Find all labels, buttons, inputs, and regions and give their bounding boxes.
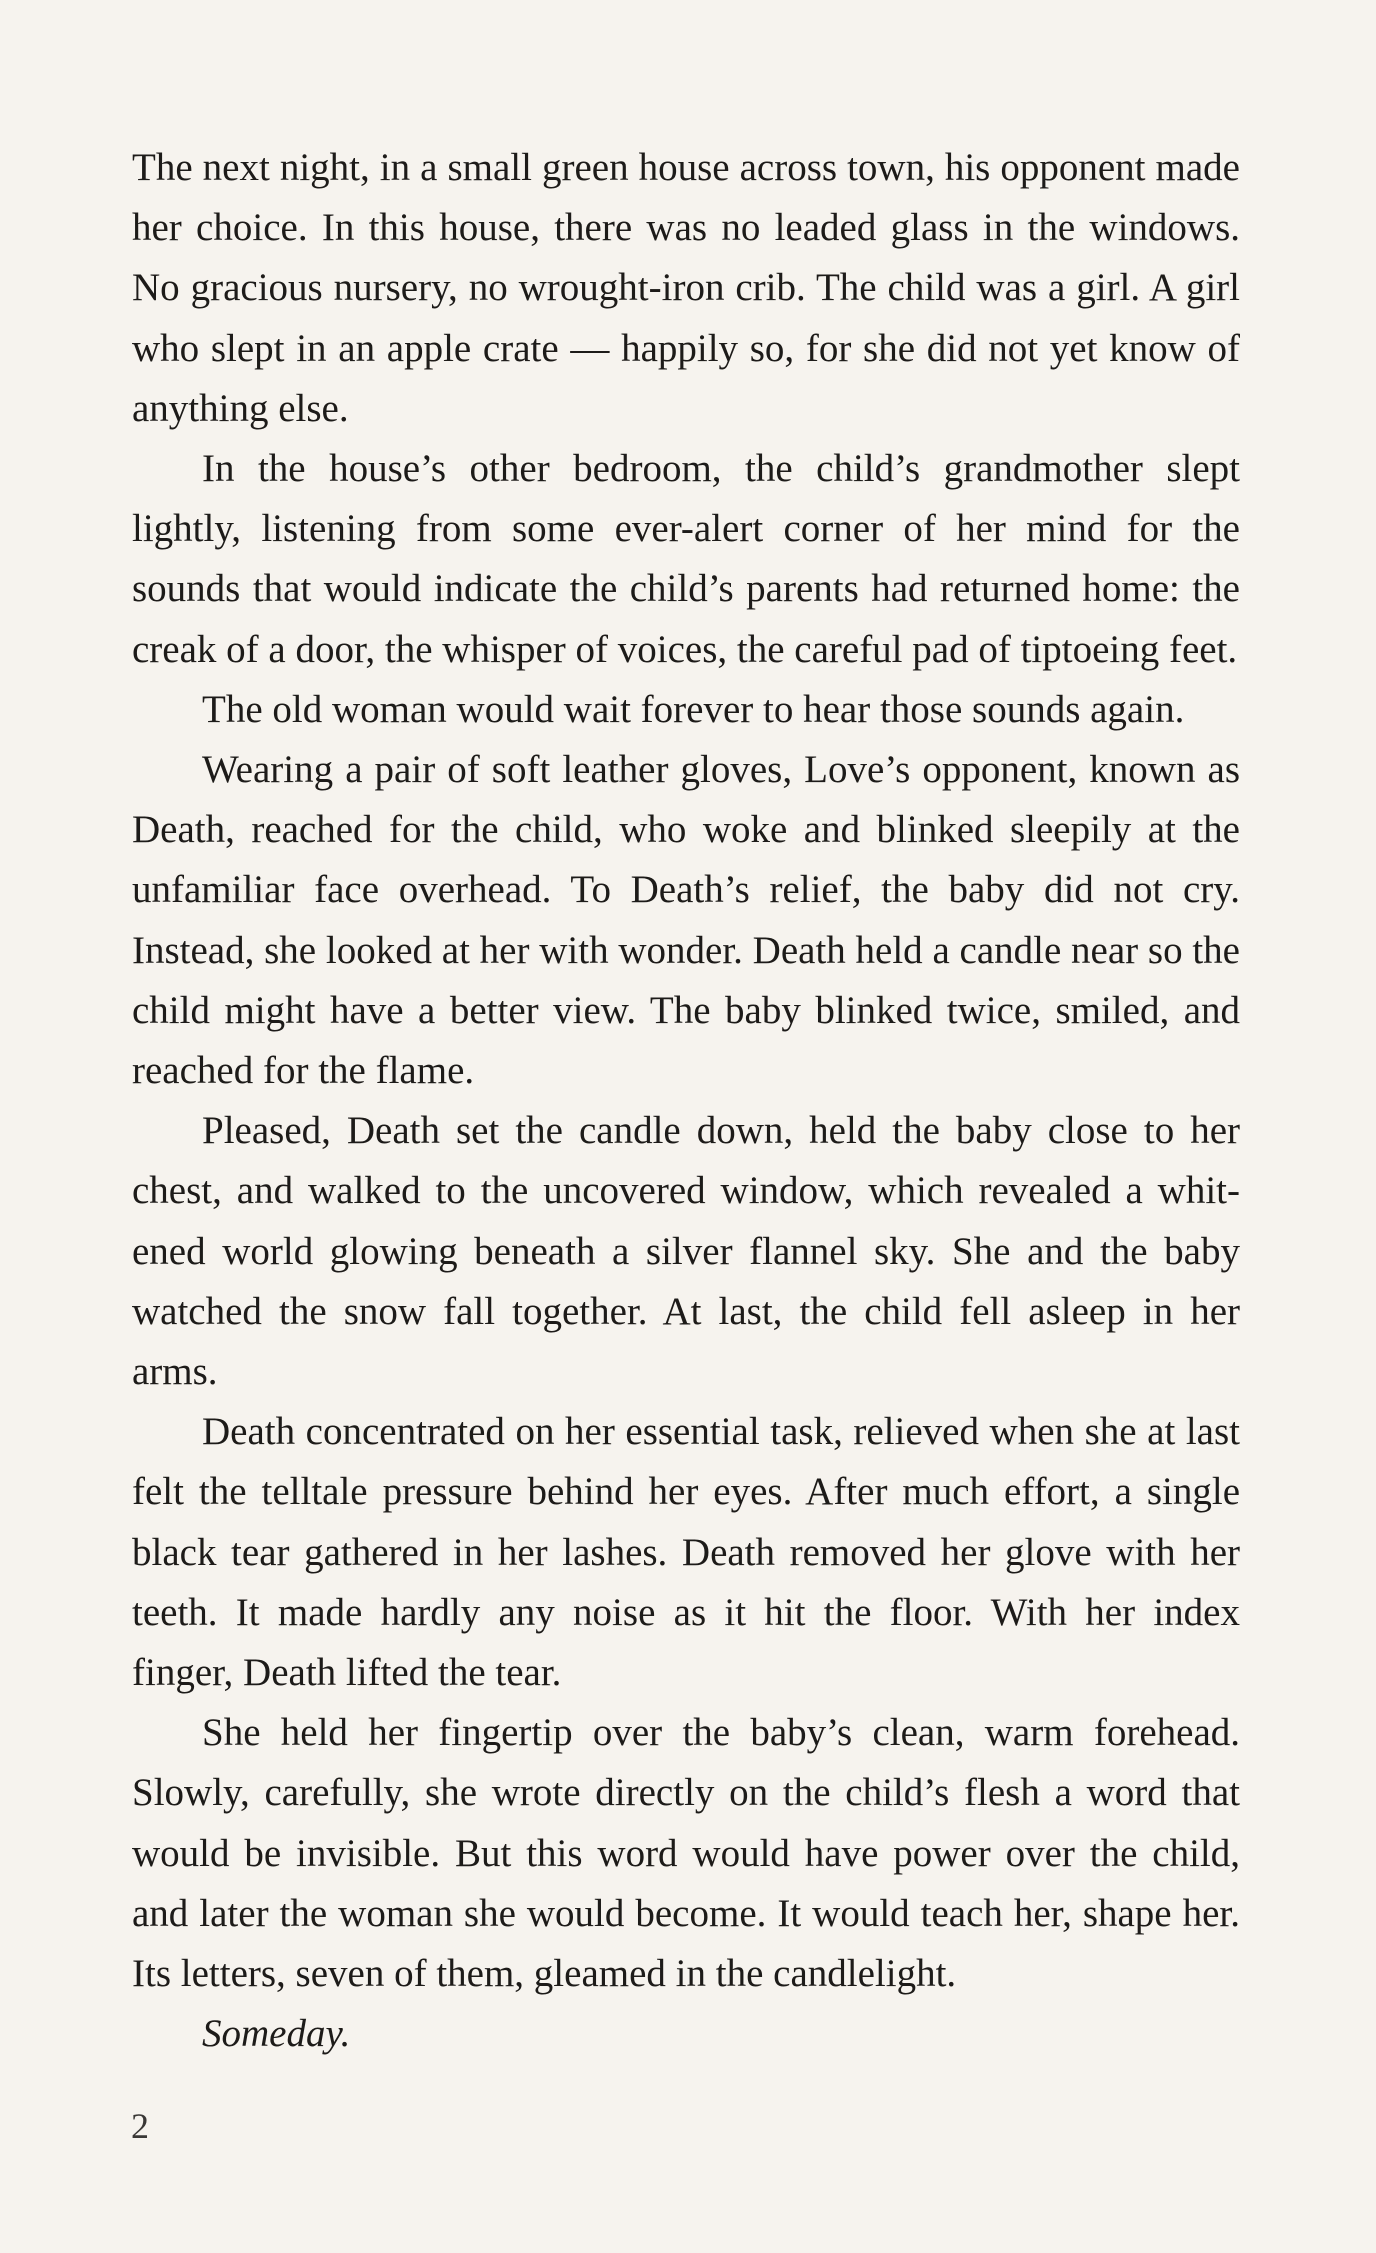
paragraph: Pleased, Death set the candle down, held the baby close to her chest, and walked to the uncovered window, which revealed a whitened world glowing beneath a silver flannel sky. She and the baby watched the snow fall together. At last, the child fell asleep in her arms. [132,1109,1240,1394]
paragraph: Death concentrated on her essential task, relieved when she at last felt the telltale pressure behind her eyes. After much effort, a single black tear gathered in her lashes. Death removed her glove with her teeth. It made hardly any noise as it hit the floor. With her index finger, Death lifted the tear. [132,1410,1240,1695]
closing-word: Someday. [202,2012,351,2056]
page-number: 2 [131,2106,149,2146]
paragraph: Wearing a pair of soft leather gloves, Love’s opponent, known as Death, reached for the child, who woke and blinked sleepily at the unfamiliar face overhead. To Death’s relief, the baby did not cry. Instead, she looked at her with wonder. Death held a candle near so the child might have a better view. The baby blinked twice, smiled, and reached for the flame. [132,748,1240,1093]
paragraph: She held her fingertip over the baby’s clean, warm forehead. Slowly, carefully, she wrote directly on the child’s flesh a word that would be invisible. But this word would have power over the child, and later the woman she would become. It would teach her, shape her. Its letters, seven of them, gleamed in the candlelight. [132,1711,1240,1996]
paragraph: The old woman would wait forever to hear those sounds again. [202,687,1185,731]
body-text [132,138,1240,2065]
paragraph: In the house’s other bedroom, the child’s grandmother slept lightly, listening from some ever-alert corner of her mind for the sounds that would indicate the child’s parents had returned home: the creak of a door, the whisper of voices, the careful pad of tiptoeing feet. [132,447,1240,671]
paragraph: The next night, in a small green house across town, his opponent made her choice. In this house, there was no leaded glass in the windows. No gracious nursery, no wrought-iron crib. The child was a girl. A girl who slept in an apple crate — happily so, for she did not yet know of anything else. [132,146,1240,430]
